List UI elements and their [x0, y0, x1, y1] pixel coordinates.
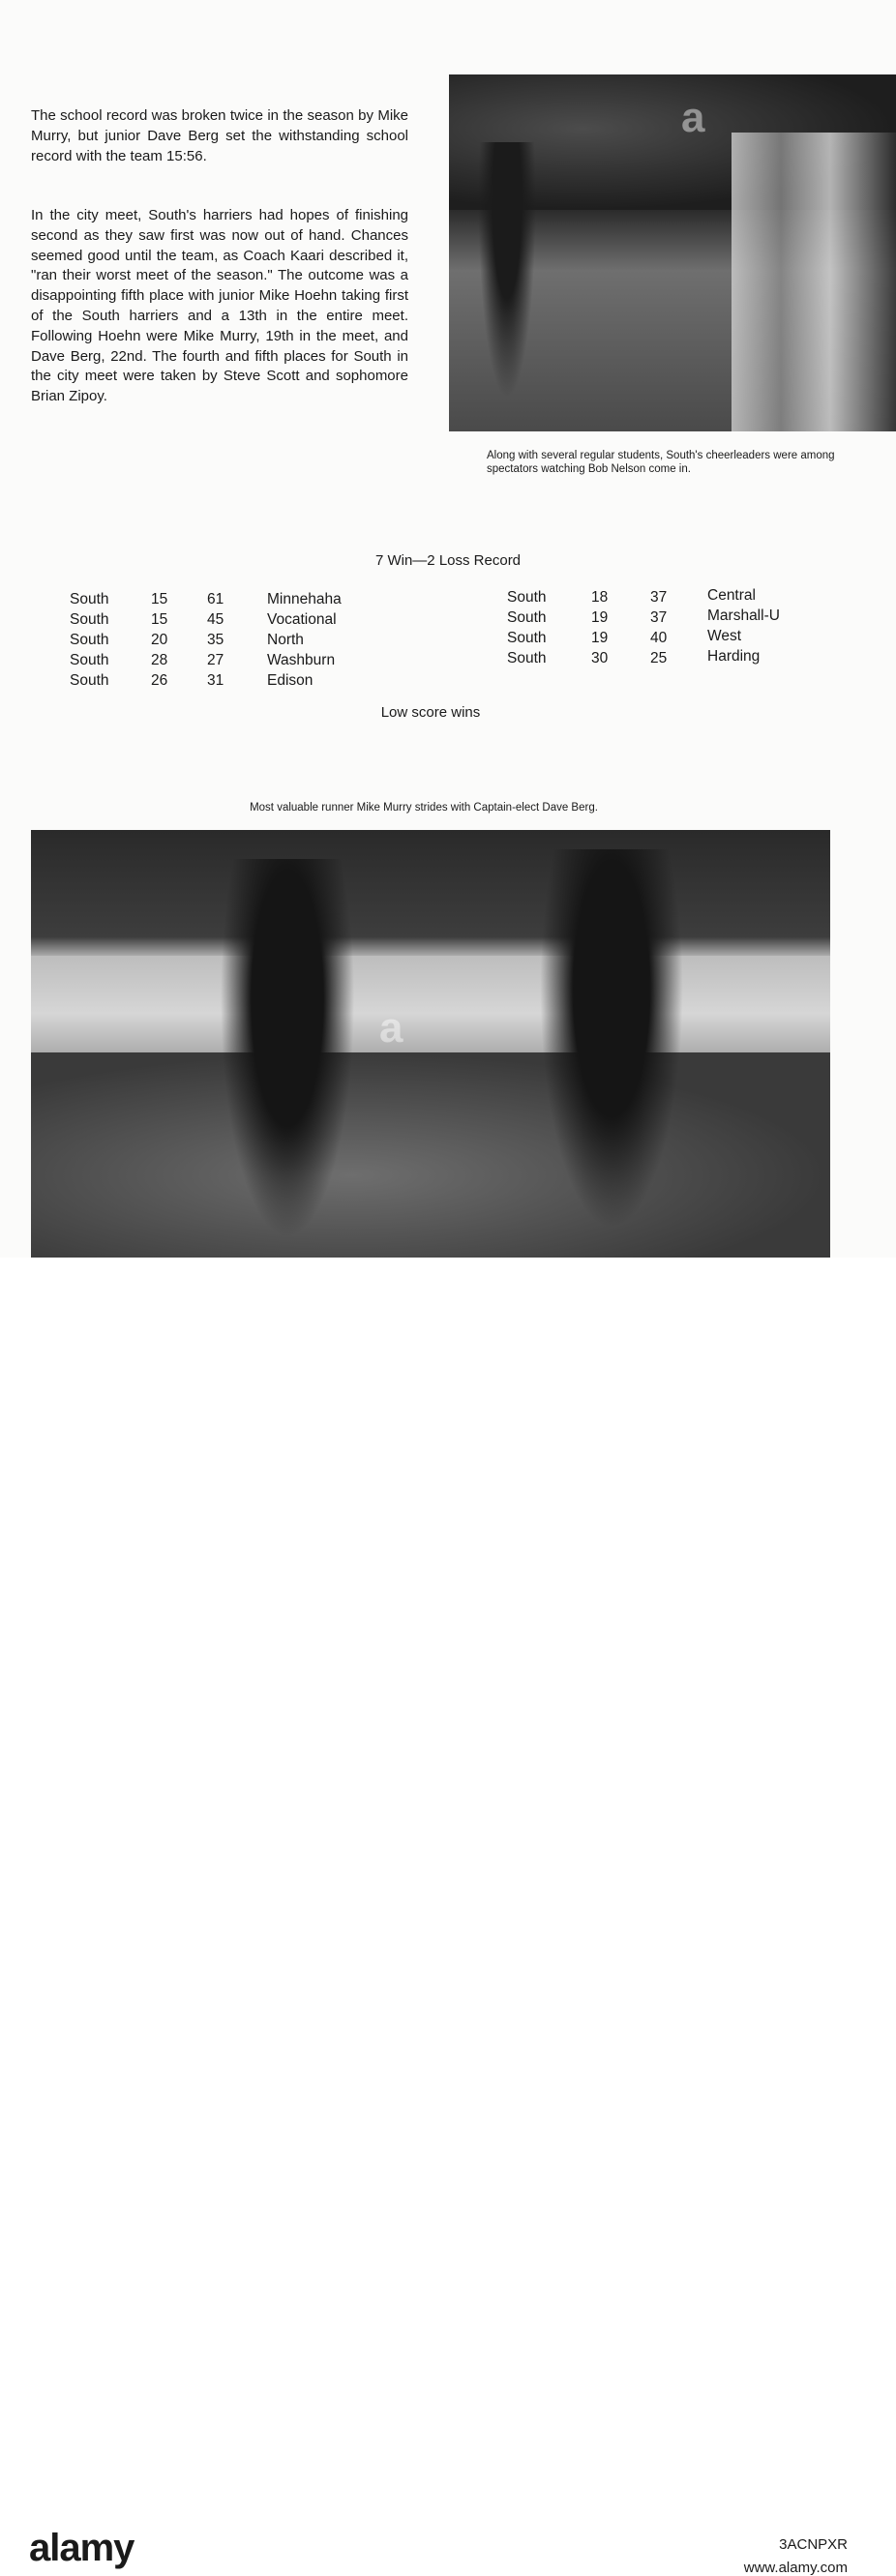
right-row-3-team: South [507, 630, 547, 646]
right-row-4-opponent: Harding [707, 648, 761, 665]
bottom-photo-caption: Most valuable runner Mike Murry strides with Captain-elect Dave Berg. [250, 802, 598, 814]
left-row-1-team: South [70, 591, 109, 607]
paragraph-city-meet: In the city meet, South's harriers had hopes of finishing second as they saw first was now out of hand. Chances seemed good until the team, as Coach Kaari described it, "ran their worst meet of the season." The outcome was a disappointing fifth place with junior Mike Hoehn taking first of the South harriers and a 13th in the entire meet. Following Hoehn were Mike Murry, 19th in the meet, and Dave Berg, 22nd. The fourth and fifth places for South in the city meet were taken by Steve Scott and sophomore Brian Zipoy. [31, 207, 408, 405]
right-row-2-opponent: Marshall-U [707, 607, 780, 624]
left-row-3-opponent: North [267, 632, 304, 648]
left-row-4-score: 28 [151, 652, 168, 668]
left-row-1-opponent: Minnehaha [267, 591, 342, 607]
left-row-2-team: South [70, 611, 109, 628]
left-row-5-team: South [70, 672, 109, 689]
right-row-2-score: 19 [591, 609, 609, 626]
right-row-3-opponent: West [707, 628, 742, 644]
top-photo-caption: Along with several regular students, South's cheerleaders were among spectators watching Bob Nelson come in. [487, 450, 835, 475]
left-row-3-score: 20 [151, 632, 168, 648]
right-row-4-score: 30 [591, 650, 609, 666]
watermark-logo-top: a [681, 94, 705, 141]
left-row-4-opp-score: 27 [207, 652, 224, 668]
runners-photo [31, 830, 830, 1258]
left-row-4-team: South [70, 652, 109, 668]
right-row-1-opponent: Central [707, 587, 756, 604]
left-row-1-score: 15 [151, 591, 168, 607]
yearbook-page [0, 0, 896, 1258]
right-row-2-team: South [507, 609, 547, 626]
left-row-5-opponent: Edison [267, 672, 314, 689]
low-score-note: Low score wins [380, 704, 481, 721]
right-row-4-opp-score: 25 [650, 650, 668, 666]
right-row-4-team: South [507, 650, 547, 666]
left-row-2-score: 15 [151, 611, 168, 628]
left-row-2-opponent: Vocational [267, 611, 337, 628]
record-title: 7 Win—2 Loss Record [374, 552, 522, 569]
stock-logo: alamy [29, 2527, 134, 2569]
right-row-1-opp-score: 37 [650, 589, 668, 606]
left-row-5-score: 26 [151, 672, 168, 689]
left-row-3-team: South [70, 632, 109, 648]
right-row-1-score: 18 [591, 589, 609, 606]
right-row-3-opp-score: 40 [650, 630, 668, 646]
watermark-logo-bottom: a [379, 1004, 403, 1051]
stock-image-id: 3ACNPXR [779, 2536, 848, 2553]
left-row-3-opp-score: 35 [207, 632, 224, 648]
stock-url: www.alamy.com [743, 2560, 848, 2576]
right-row-1-team: South [507, 589, 547, 606]
left-row-4-opponent: Washburn [267, 652, 336, 668]
right-row-2-opp-score: 37 [650, 609, 668, 626]
left-row-1-opp-score: 61 [207, 591, 224, 607]
right-row-3-score: 19 [591, 630, 609, 646]
paragraph-school-record: The school record was broken twice in the season by Mike Murry, but junior Dave Berg set the withstanding school record with the team 15:56. [31, 107, 408, 164]
stock-footer [0, 1258, 896, 2576]
left-row-5-opp-score: 31 [207, 672, 224, 689]
cheerleaders-photo [449, 74, 896, 431]
left-row-2-opp-score: 45 [207, 611, 224, 628]
